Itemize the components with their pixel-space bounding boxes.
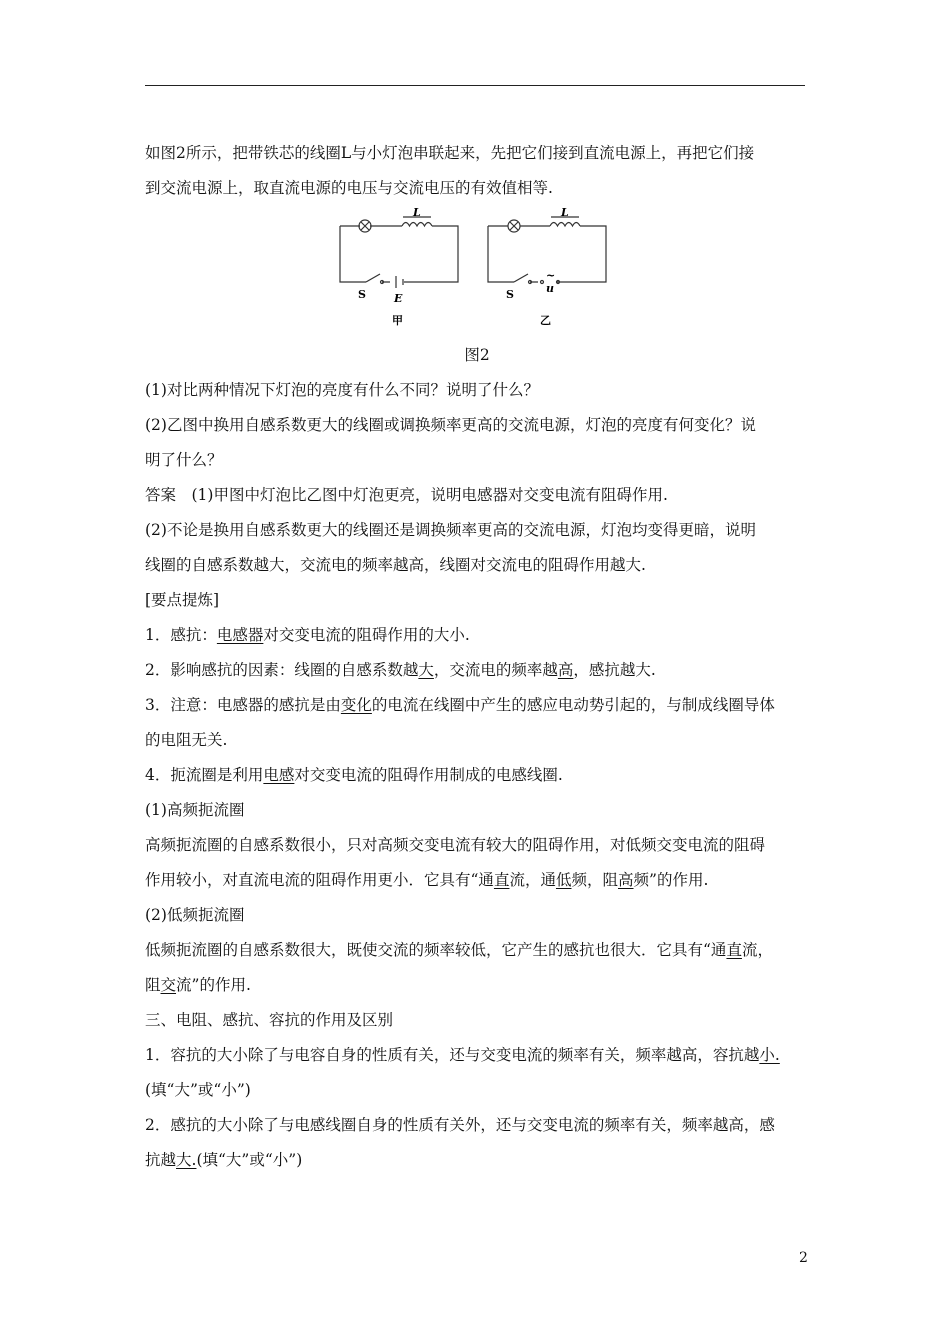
left-switch-label: S — [358, 288, 366, 301]
section-3-item-1-line-2: (填“大”或“小”) — [145, 1081, 251, 1099]
question-1: (1)对比两种情况下灯泡的亮度有什么不同？说明了什么？ — [145, 381, 539, 399]
keypoint-3: 3．注意：电感器的感抗是由变化的电流在线圈中产生的感应电动势引起的，与制成线圈导体 — [145, 696, 775, 714]
section-3-heading: 三、电阻、感抗、容抗的作用及区别 — [145, 1011, 394, 1029]
blank-answer: 大 — [418, 661, 434, 679]
answer-2-line-1: (2)不论是换用自感系数更大的线圈还是调换频率更高的交流电源，灯泡均变得更暗，说明 — [145, 521, 756, 539]
subheading-high-freq: (1)高频扼流圈 — [145, 801, 245, 819]
section-3-item-2: 2．感抗的大小除了与电感线圈自身的性质有关外，还与交变电流的频率有关，频率越高，感 — [145, 1116, 775, 1134]
keypoint-1: 1．感抗：电感器对交变电流的阻碍作用的大小. — [145, 626, 470, 644]
keypoint-4: 4．扼流圈是利用电感对交变电流的阻碍作用制成的电感线圈. — [145, 766, 563, 784]
circuit-diagrams — [330, 206, 630, 326]
keypoints-heading: [要点提炼] — [145, 591, 220, 609]
right-switch-label: S — [506, 288, 514, 301]
header-rule — [145, 85, 805, 86]
answer-1: 答案 (1)甲图中灯泡比乙图中灯泡更亮，说明电感器对交变电流有阻碍作用. — [145, 486, 668, 504]
intro-line-2: 到交流电源上，取直流电源的电压与交流电压的有效值相等. — [145, 179, 553, 197]
page-content — [145, 136, 809, 1178]
blank-answer: 变化 — [340, 696, 372, 714]
question-2-line-1: (2)乙图中换用自感系数更大的线圈或调换频率更高的交流电源，灯泡的亮度有何变化？说 — [145, 416, 756, 434]
right-source-tilde: ~ — [546, 269, 556, 282]
blank-answer: 电感器 — [216, 626, 264, 644]
section-3-item-2-line-2: 抗越大.(填“大”或“小”) — [145, 1151, 303, 1169]
intro-line-1: 如图2所示，把带铁芯的线圈L与小灯泡串联起来，先把它们接到直流电源上，再把它们接 — [145, 144, 755, 162]
blank-answer: 直 — [493, 871, 510, 889]
left-source-label: E — [394, 292, 403, 305]
keypoint-3-line-2: 的电阻无关. — [145, 731, 228, 749]
keypoint-2: 2．影响感抗的因素：线圈的自感系数越大，交流电的频率越高，感抗越大. — [145, 661, 656, 679]
high-freq-text-2: 作用较小，对直流电流的阻碍作用更小．它具有“通直流，通低频，阻高频”的作用. — [145, 871, 709, 889]
page-number: 2 — [799, 1250, 808, 1266]
low-freq-text-2: 阻交流”的作用. — [145, 976, 251, 994]
blank-answer: 高 — [618, 871, 634, 889]
right-inductor-label: L — [561, 206, 569, 219]
blank-answer: 低 — [555, 871, 572, 889]
answer-2-line-2: 线圈的自感系数越大，交流电的频率越高，线圈对交流电的阻碍作用越大. — [145, 556, 646, 574]
low-freq-text-1: 低频扼流圈的自感系数很大，既使交流的频率较低，它产生的感抗也很大．它具有“通直流， — [145, 941, 773, 959]
blank-answer: 高 — [557, 661, 574, 679]
blank-answer: 直 — [726, 941, 742, 959]
left-inductor-label: L — [413, 206, 421, 219]
blank-answer: 交 — [160, 976, 177, 994]
question-2-line-2: 明了什么？ — [145, 451, 223, 469]
blank-answer: 大. — [176, 1151, 197, 1169]
high-freq-text-1: 高频扼流圈的自感系数很小，只对高频交变电流有较大的阻碍作用，对低频交变电流的阻碍 — [145, 836, 766, 854]
blank-answer: 电感 — [263, 766, 295, 784]
right-caption: 乙 — [540, 314, 551, 326]
right-source-label: u — [546, 282, 554, 295]
section-3-item-1: 1．容抗的大小除了与电容自身的性质有关，还与交变电流的频率有关，频率越高，容抗越小. — [145, 1046, 780, 1064]
blank-answer: 小. — [759, 1046, 780, 1064]
left-caption: 甲 — [392, 314, 403, 326]
subheading-low-freq: (2)低频扼流圈 — [145, 906, 245, 924]
circuit-figure — [145, 206, 809, 326]
figure-label: 图2 — [464, 346, 490, 364]
